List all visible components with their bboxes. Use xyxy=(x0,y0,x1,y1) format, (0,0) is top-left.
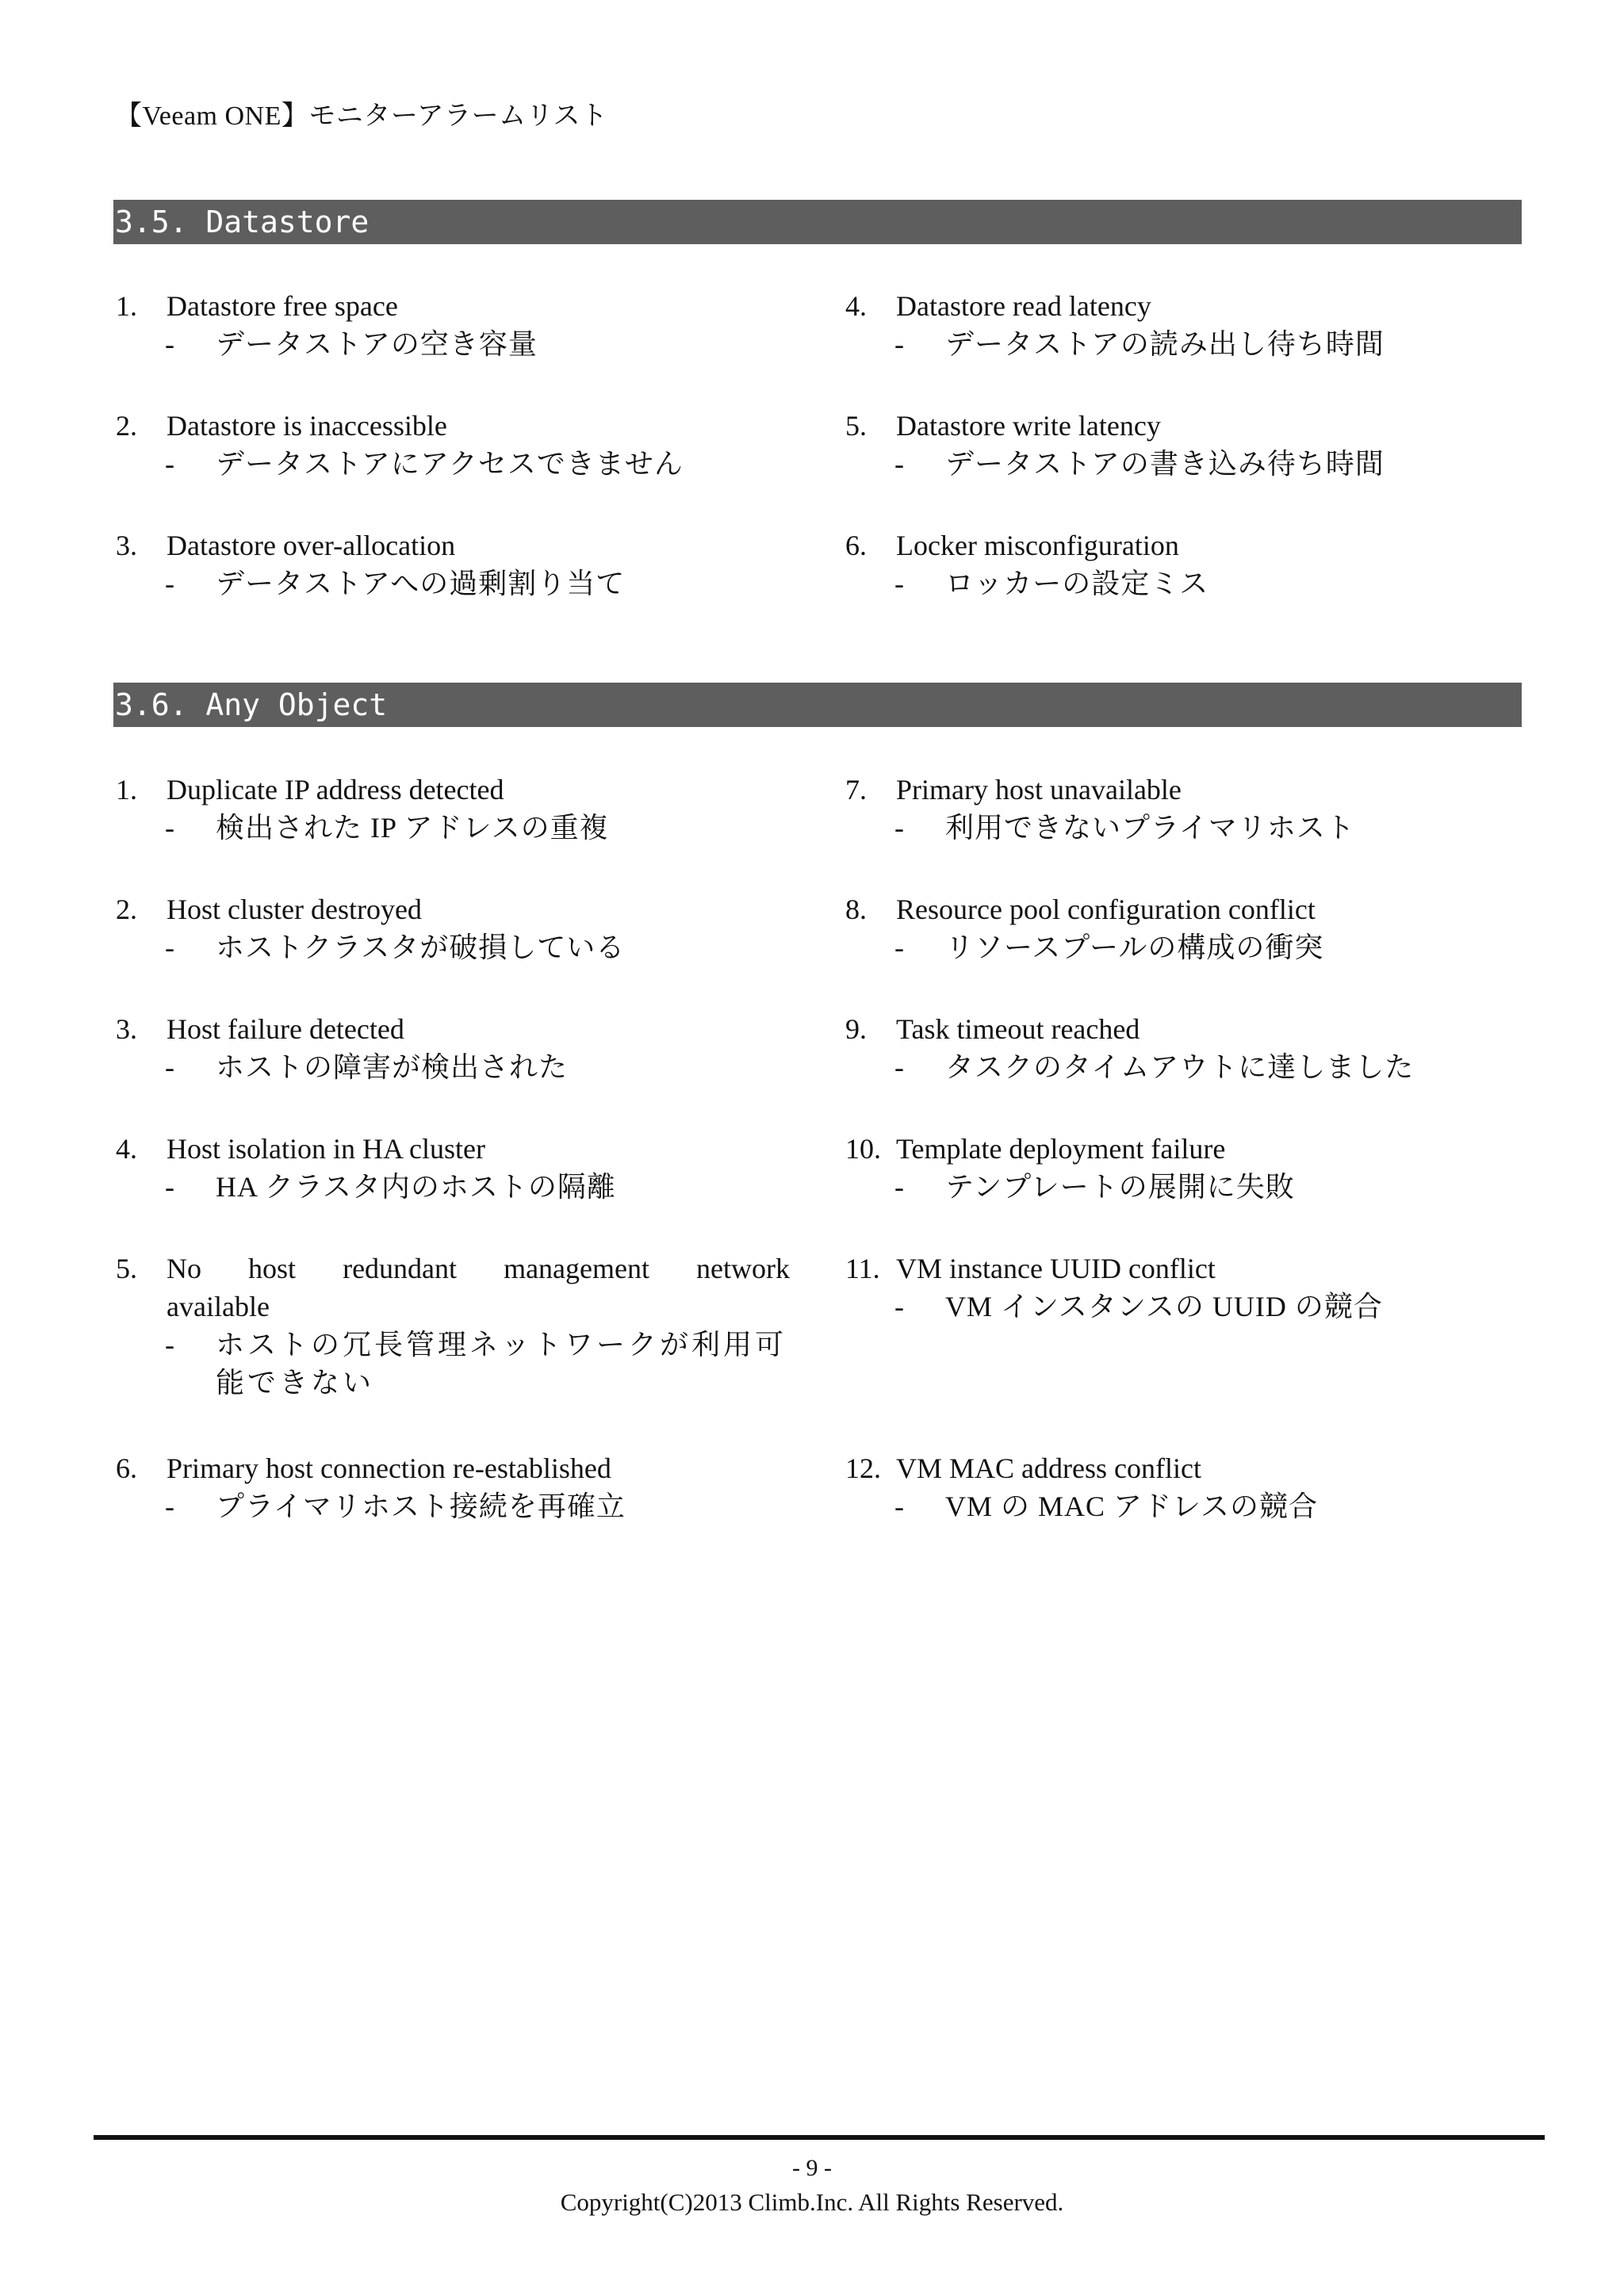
item-description: データストアの空き容量 xyxy=(216,328,538,360)
bullet-dash: - xyxy=(894,1051,904,1083)
bullet-dash: - xyxy=(165,932,174,963)
item-number: 2. xyxy=(116,894,137,925)
copyright-notice: Copyright(C)2013 Climb.Inc. All Rights Reserved. xyxy=(560,2188,1064,2216)
item-number: 1. xyxy=(116,290,137,322)
item-title: Datastore read latency xyxy=(896,290,1151,322)
page-number: - 9 - xyxy=(792,2155,832,2181)
bullet-dash: - xyxy=(165,448,174,480)
item-number: 1. xyxy=(116,774,137,806)
bullet-dash: - xyxy=(894,568,904,599)
list-item xyxy=(845,771,1527,847)
document-header-title: 【Veeam ONE】モニターアラームリスト xyxy=(115,101,608,131)
item-description: データストアの書き込み待ち時間 xyxy=(945,448,1385,480)
section-heading-datastore: 3.5. Datastore xyxy=(113,200,1522,244)
list-item xyxy=(116,1010,798,1086)
bullet-dash: - xyxy=(165,1171,174,1203)
item-description: ホストクラスタが破損している xyxy=(216,932,626,963)
list-item xyxy=(845,1249,1527,1326)
item-number: 4. xyxy=(116,1133,137,1165)
item-title: Datastore free space xyxy=(167,290,398,322)
bullet-dash: - xyxy=(165,568,174,599)
bullet-dash: - xyxy=(894,1291,904,1322)
bullet-dash: - xyxy=(894,932,904,963)
item-description: 利用できないプライマリホスト xyxy=(945,812,1355,844)
list-item xyxy=(116,1130,798,1206)
item-title: VM instance UUID conflict xyxy=(896,1253,1216,1284)
item-number: 11. xyxy=(845,1253,880,1284)
footer-divider xyxy=(94,2135,1545,2140)
item-description: データストアの読み出し待ち時間 xyxy=(945,328,1385,360)
item-number: 5. xyxy=(116,1253,137,1284)
bullet-dash: - xyxy=(165,328,174,360)
bullet-dash: - xyxy=(894,1490,904,1522)
list-item xyxy=(116,526,798,603)
list-item xyxy=(116,407,798,483)
list-item xyxy=(116,287,798,363)
item-number: 5. xyxy=(845,410,867,442)
item-description: ホストの冗長管理ネットワークが利用可能できない xyxy=(216,1329,787,1399)
bullet-dash: - xyxy=(894,812,904,844)
item-description: データストアにアクセスできません xyxy=(216,448,684,480)
item-title: Host isolation in HA cluster xyxy=(167,1133,485,1165)
item-title: Host failure detected xyxy=(167,1013,404,1045)
item-number: 6. xyxy=(116,1452,137,1484)
section-heading-any-object: 3.6. Any Object xyxy=(113,683,1522,727)
item-title: Resource pool configuration conflict xyxy=(896,894,1316,925)
item-number: 3. xyxy=(116,530,137,561)
item-number: 10. xyxy=(845,1133,881,1165)
item-description: VM の MAC アドレスの競合 xyxy=(945,1490,1318,1522)
item-number: 12. xyxy=(845,1452,881,1484)
item-description: 検出された IP アドレスの重複 xyxy=(216,812,609,844)
list-item xyxy=(845,287,1527,363)
list-item xyxy=(845,1449,1527,1525)
list-item xyxy=(845,526,1527,603)
item-title: No host redundant management network available xyxy=(167,1253,790,1322)
list-item xyxy=(116,890,798,966)
item-title: Primary host unavailable xyxy=(896,774,1182,806)
item-title: Template deployment failure xyxy=(896,1133,1226,1165)
item-description: HA クラスタ内のホストの隔離 xyxy=(216,1171,616,1203)
bullet-dash: - xyxy=(165,812,174,844)
item-description: VM インスタンスの UUID の競合 xyxy=(945,1291,1383,1322)
item-description: リソースプールの構成の衝突 xyxy=(945,932,1324,963)
bullet-dash: - xyxy=(894,448,904,480)
item-description: テンプレートの展開に失敗 xyxy=(945,1171,1295,1203)
list-item xyxy=(845,1130,1527,1206)
list-item xyxy=(116,1249,790,1402)
item-description: ホストの障害が検出された xyxy=(216,1051,569,1083)
item-title: Task timeout reached xyxy=(896,1013,1140,1045)
item-description: プライマリホスト接続を再確立 xyxy=(216,1490,626,1522)
list-item xyxy=(845,407,1527,483)
item-number: 8. xyxy=(845,894,867,925)
bullet-dash: - xyxy=(894,328,904,360)
item-number: 3. xyxy=(116,1013,137,1045)
item-number: 4. xyxy=(845,290,867,322)
bullet-dash: - xyxy=(165,1329,174,1360)
bullet-dash: - xyxy=(165,1051,174,1083)
item-description: ロッカーの設定ミス xyxy=(945,568,1209,599)
item-number: 9. xyxy=(845,1013,867,1045)
item-title: Primary host connection re-established xyxy=(167,1452,611,1484)
list-item xyxy=(845,1010,1527,1086)
item-number: 7. xyxy=(845,774,867,806)
list-item xyxy=(845,890,1527,966)
item-title: Host cluster destroyed xyxy=(167,894,422,925)
item-number: 2. xyxy=(116,410,137,442)
bullet-dash: - xyxy=(165,1490,174,1522)
item-title: Locker misconfiguration xyxy=(896,530,1179,561)
item-title: Datastore write latency xyxy=(896,410,1161,442)
bullet-dash: - xyxy=(894,1171,904,1203)
item-description: タスクのタイムアウトに達しました xyxy=(945,1051,1415,1083)
item-title: Datastore is inaccessible xyxy=(167,410,447,442)
item-description: データストアへの過剰割り当て xyxy=(216,568,626,599)
list-item xyxy=(116,1449,798,1525)
item-number: 6. xyxy=(845,530,867,561)
item-title: VM MAC address conflict xyxy=(896,1452,1201,1484)
item-title: Duplicate IP address detected xyxy=(167,774,504,806)
item-title: Datastore over-allocation xyxy=(167,530,456,561)
list-item xyxy=(116,771,798,847)
